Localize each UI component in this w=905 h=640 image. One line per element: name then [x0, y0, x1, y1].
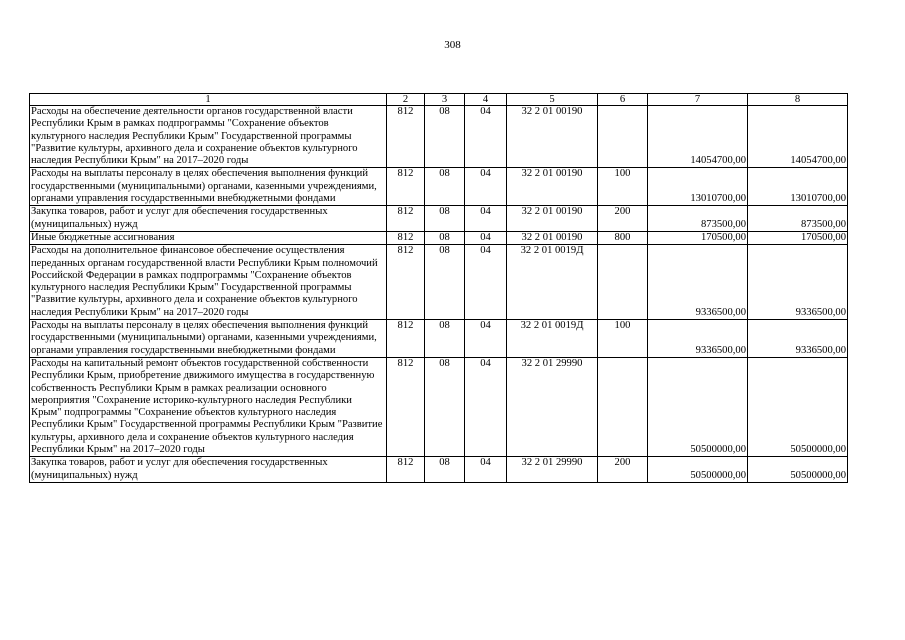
cell-c3: 08 [425, 457, 465, 483]
cell-c3: 08 [425, 206, 465, 232]
header-row [30, 94, 848, 106]
cell-c8: 9336500,00 [748, 245, 848, 320]
cell-c4: 04 [465, 245, 507, 320]
cell-c4: 04 [465, 168, 507, 206]
cell-c7: 50500000,00 [648, 457, 748, 483]
cell-c2: 812 [387, 245, 425, 320]
cell-c4: 04 [465, 231, 507, 244]
row-name: Иные бюджетные ассигнования [30, 231, 387, 244]
row-name: Расходы на капитальный ремонт объектов государственной собственности Республики Крым, приобретение движимого имущества в государственную собственность Республики Крым в рамках реализации основного мероприятия "Сохранение историко-культурного наследия Республики Крым" подпрограммы "Сохранение объектов культурного наследия Республики Крым" Государственной программы Республики Крым "Развитие культуры, архивного дела и сохранение объектов культурного наследия Республики Крым" на 2017–2020 годы [30, 357, 387, 456]
cell-c6 [598, 357, 648, 456]
cell-c5: 32 2 01 29990 [507, 457, 598, 483]
column-header: 4 [465, 94, 507, 106]
cell-c5: 32 2 01 29990 [507, 357, 598, 456]
row-name: Расходы на выплаты персоналу в целях обеспечения выполнения функций государственными (муниципальными) органами, казенными учреждениями, органами управления государственными внебюджетными фондами [30, 168, 387, 206]
column-header: 7 [648, 94, 748, 106]
cell-c3: 08 [425, 245, 465, 320]
cell-c6: 800 [598, 231, 648, 244]
row-name: Расходы на обеспечение деятельности органов государственной власти Республики Крым в рамках подпрограммы "Сохранение объектов культурного наследия Республики Крым" Государственной программы "Развитие культуры, архивного дела и сохранение объектов культурного наследия Республики Крым" на 2017–2020 годы [30, 106, 387, 168]
cell-c5: 32 2 01 00190 [507, 231, 598, 244]
cell-c6: 200 [598, 206, 648, 232]
table-row [30, 206, 848, 232]
cell-c3: 08 [425, 357, 465, 456]
cell-c7: 50500000,00 [648, 357, 748, 456]
cell-c7: 170500,00 [648, 231, 748, 244]
cell-c6 [598, 106, 648, 168]
table-row [30, 320, 848, 358]
cell-c6: 100 [598, 168, 648, 206]
cell-c2: 812 [387, 206, 425, 232]
cell-c6 [598, 245, 648, 320]
cell-c3: 08 [425, 231, 465, 244]
budget-table [29, 93, 848, 483]
cell-c5: 32 2 01 00190 [507, 168, 598, 206]
table-row [30, 357, 848, 456]
cell-c8: 50500000,00 [748, 457, 848, 483]
cell-c4: 04 [465, 457, 507, 483]
row-name: Расходы на выплаты персоналу в целях обеспечения выполнения функций государственными (муниципальными) органами, казенными учреждениями, органами управления государственными внебюджетными фондами [30, 320, 387, 358]
cell-c8: 13010700,00 [748, 168, 848, 206]
cell-c3: 08 [425, 106, 465, 168]
cell-c4: 04 [465, 106, 507, 168]
cell-c3: 08 [425, 168, 465, 206]
cell-c7: 14054700,00 [648, 106, 748, 168]
table-row [30, 245, 848, 320]
column-header: 6 [598, 94, 648, 106]
row-name: Закупка товаров, работ и услуг для обеспечения государственных (муниципальных) нужд [30, 457, 387, 483]
cell-c3: 08 [425, 320, 465, 358]
cell-c4: 04 [465, 206, 507, 232]
cell-c2: 812 [387, 168, 425, 206]
cell-c8: 50500000,00 [748, 357, 848, 456]
table-row [30, 231, 848, 244]
cell-c8: 14054700,00 [748, 106, 848, 168]
table-row [30, 106, 848, 168]
cell-c5: 32 2 01 0019Д [507, 320, 598, 358]
cell-c2: 812 [387, 357, 425, 456]
column-header: 1 [30, 94, 387, 106]
cell-c6: 200 [598, 457, 648, 483]
table-row [30, 168, 848, 206]
cell-c7: 873500,00 [648, 206, 748, 232]
cell-c8: 9336500,00 [748, 320, 848, 358]
cell-c6: 100 [598, 320, 648, 358]
cell-c7: 9336500,00 [648, 320, 748, 358]
row-name: Закупка товаров, работ и услуг для обеспечения государственных (муниципальных) нужд [30, 206, 387, 232]
column-header: 3 [425, 94, 465, 106]
cell-c2: 812 [387, 457, 425, 483]
cell-c5: 32 2 01 0019Д [507, 245, 598, 320]
cell-c4: 04 [465, 320, 507, 358]
cell-c5: 32 2 01 00190 [507, 206, 598, 232]
column-header: 2 [387, 94, 425, 106]
cell-c7: 9336500,00 [648, 245, 748, 320]
page-number: 308 [444, 39, 461, 51]
column-header: 8 [748, 94, 848, 106]
cell-c2: 812 [387, 106, 425, 168]
cell-c7: 13010700,00 [648, 168, 748, 206]
cell-c2: 812 [387, 231, 425, 244]
row-name: Расходы на дополнительное финансовое обеспечение осуществления переданных органам государственной власти Республики Крым полномочий Российской Федерации в рамках подпрограммы "Сохранение объектов культурного наследия Республики Крым" Государственной программы "Развитие культуры, архивного дела и сохранение объектов культурного наследия Республики Крым" на 2017–2020 годы [30, 245, 387, 320]
cell-c5: 32 2 01 00190 [507, 106, 598, 168]
column-header: 5 [507, 94, 598, 106]
cell-c2: 812 [387, 320, 425, 358]
cell-c8: 873500,00 [748, 206, 848, 232]
cell-c8: 170500,00 [748, 231, 848, 244]
table-row [30, 457, 848, 483]
cell-c4: 04 [465, 357, 507, 456]
